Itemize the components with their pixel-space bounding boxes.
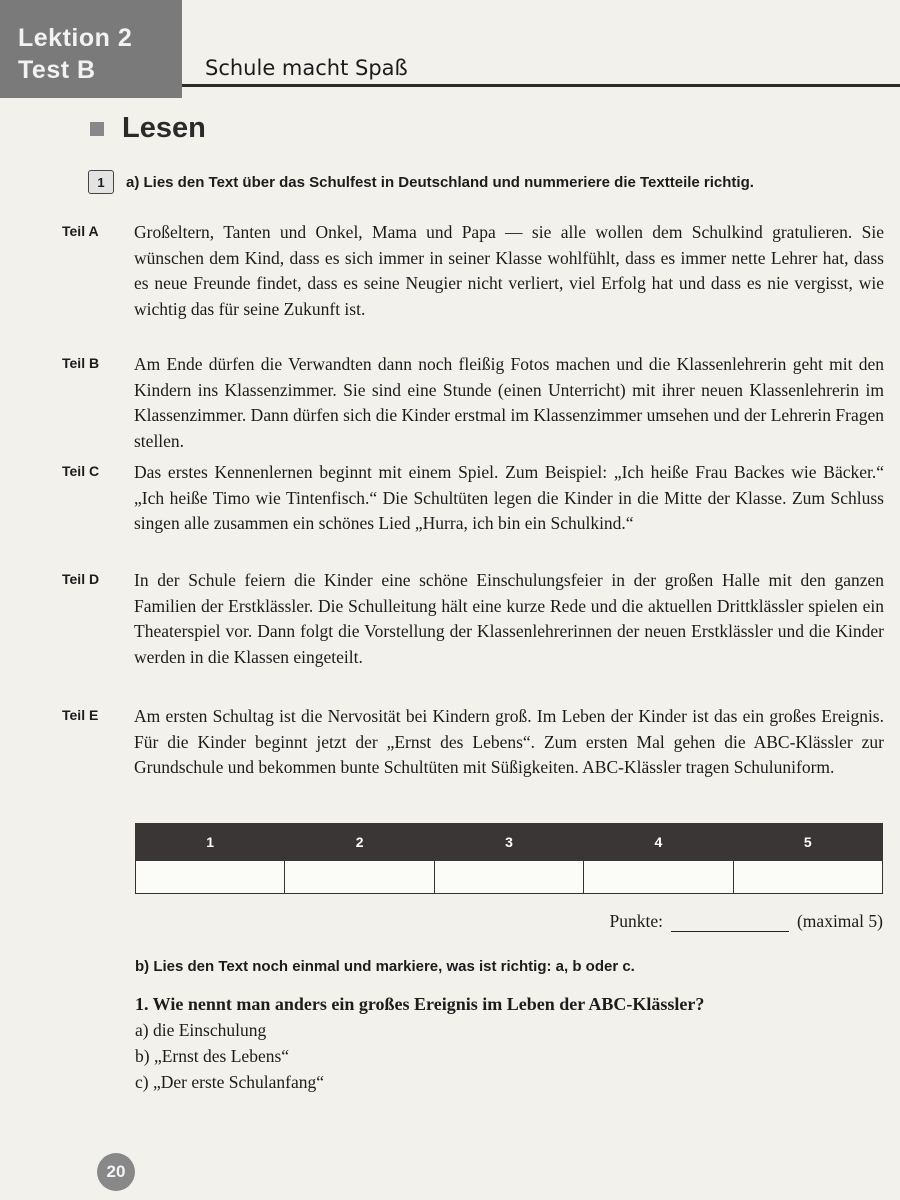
text-part-a [62,220,884,322]
part-text: Großeltern, Tanten und Onkel, Mama und Papa — sie alle wollen dem Schulkind gratulieren. Sie wünschen dem Kind, dass es sich immer in seiner Klasse wohlfühlt, dass es immer nette Lehrer hat, dass es neue Freunde findet, dass es seine Neugier nicht verliert, viel Erfolg hat und dass es nie vergisst, wie wichtig das für seine Zukunft ist. [134,222,884,319]
task-b-instruction: b) Lies den Text noch einmal und markiere, was ist richtig: a, b oder c. [135,958,635,975]
answer-table-header [136,824,883,861]
answer-col-header: 1 [136,824,285,861]
task-number-box: 1 [88,170,114,194]
answer-col-header: 3 [434,824,583,861]
part-label: Teil A [62,223,99,239]
page-title: Schule macht Spaß [205,56,408,80]
text-part-d [62,568,884,670]
part-text: Das erstes Kennenlernen beginnt mit einem Spiel. Zum Beispiel: „Ich heiße Frau Backes wie Bäcker.“ „Ich heiße Timo wie Tintenfisch.“ Die Schultüten legen die Kinder in die Mitte der Klasse. Zum Schluss singen alle zusammen ein schönes Lied „Hurra, ich bin ein Schulkind.“ [134,462,884,533]
lesson-tag [0,0,182,98]
part-label: Teil E [62,707,99,723]
score-max: (maximal 5) [796,911,883,931]
part-text: Am Ende dürfen die Verwandten dann noch fleißig Fotos machen und die Klassenlehrerin geht mit den Kindern ins Klassenzimmer. Sie sind eine Stunde (einen Unterricht) mit ihrer neuen Klassenlehrerin im Klassenzimmer. Dann dürfen sich die Kinder erstmal im Klassenzimmer umsehen und der Lehrerin Fragen stellen. [134,354,884,451]
answer-col-header: 5 [733,824,882,861]
part-text: In der Schule feiern die Kinder eine schöne Einschulungsfeier in der großen Halle mit den ganzen Familien der Erstklässler. Die Schulleitung hält eine kurze Rede und die aktuellen Drittklässler spielen ein Theaterspiel vor. Dann folgt die Vorstellung der Klassenlehrerinnen der neuen Erstklässler und die Kinder werden in die Klassen eingeteilt. [134,570,884,667]
answer-table-row [136,861,883,894]
answer-col-header: 4 [584,824,733,861]
text-part-c [62,460,884,537]
answer-cell[interactable] [434,861,583,894]
answer-cell[interactable] [584,861,733,894]
header-divider [182,84,900,87]
text-part-b [62,352,884,454]
answer-cell[interactable] [733,861,882,894]
score-label: Punkte: [609,911,663,931]
task-a-instruction: a) Lies den Text über das Schulfest in Deutschland und nummeriere die Textteile richtig. [126,173,754,191]
lesson-label: Lektion 2 [18,24,133,52]
answer-option-c[interactable]: c) „Der erste Schulanfang“ [135,1072,324,1092]
section-heading [90,112,206,145]
part-text: Am ersten Schultag ist die Nervosität bei Kindern groß. Im Leben der Kinder ist das ein großes Ereignis. Für die Kinder beginnt jetzt der „Ernst des Lebens“. Zum ersten Mal gehen die ABC-Klässler zur Grundschule und bekommen bunte Schultüten mit Süßigkeiten. ABC-Klässler tragen Schuluniform. [134,706,884,777]
answer-cell[interactable] [285,861,434,894]
answer-option-a[interactable]: a) die Einschulung [135,1020,267,1040]
part-label: Teil B [62,355,100,371]
section-title: Lesen [122,112,206,144]
task-a-header [88,170,754,194]
question-1: 1. Wie nennt man anders ein großes Ereignis im Leben der ABC-Klässler? [135,994,705,1014]
score-input-line[interactable] [671,915,789,932]
answer-col-header: 2 [285,824,434,861]
part-label: Teil D [62,571,100,587]
answer-option-b[interactable]: b) „Ernst des Lebens“ [135,1046,290,1066]
part-label: Teil C [62,463,100,479]
answer-cell[interactable] [136,861,285,894]
score-line [610,911,884,932]
page-number: 20 [97,1153,135,1191]
square-bullet-icon [90,122,104,136]
answer-table [135,823,883,894]
test-label: Test B [18,56,96,84]
text-part-e [62,704,884,781]
